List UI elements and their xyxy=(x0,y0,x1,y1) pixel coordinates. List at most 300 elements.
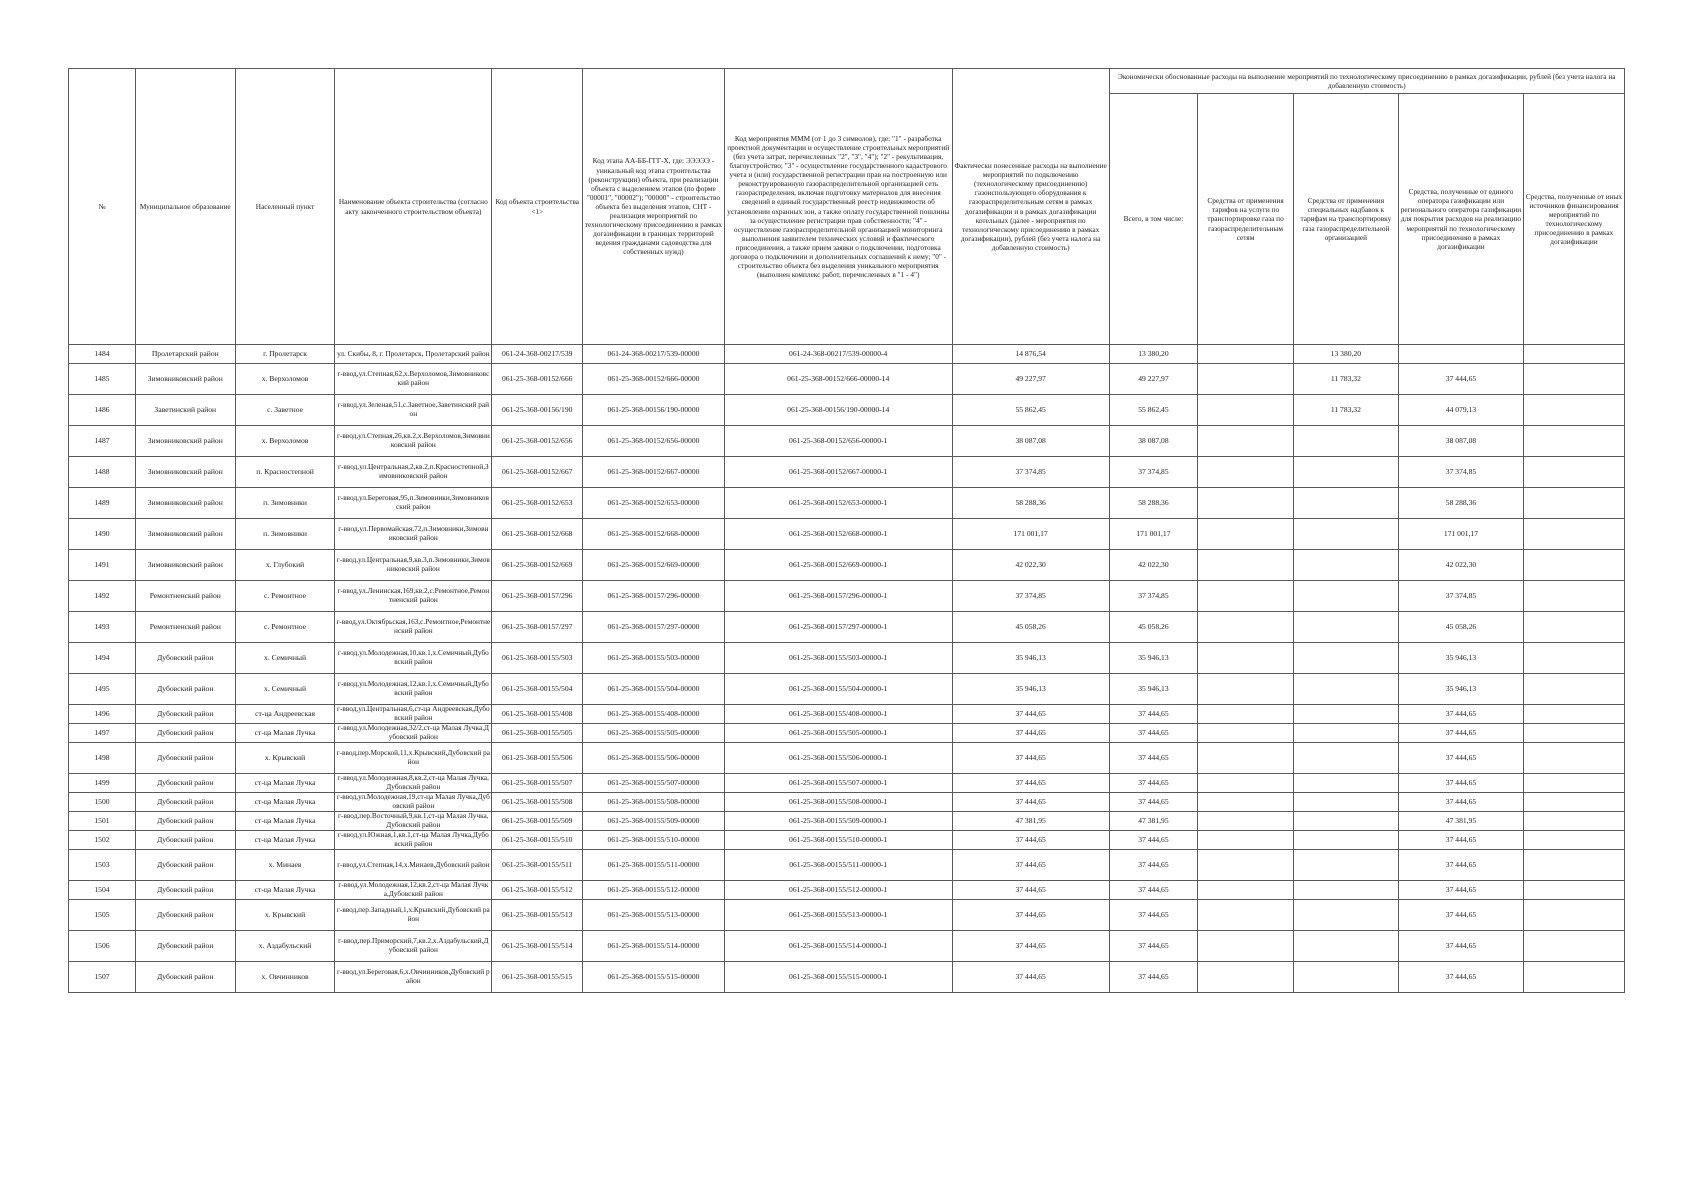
object-name-cell: г-ввод,ул.Молодежная,10,кв.1,х.Семичный,Дубовский район xyxy=(335,643,492,674)
stage-code-cell: 061-25-368-00152/667-00000 xyxy=(583,457,724,488)
settlement-cell: ст-ца Малая Лучка xyxy=(235,831,335,850)
stage-code-cell: 061-25-368-00155/507-00000 xyxy=(583,774,724,793)
settlement-cell: х. Семичный xyxy=(235,674,335,705)
event-code-cell: 061-25-368-00152/668-00000-1 xyxy=(724,519,952,550)
settlement-cell: г. Пролетарск xyxy=(235,345,335,364)
table-row xyxy=(69,793,1625,812)
actual-costs-cell: 171 001,17 xyxy=(952,519,1109,550)
stage-code-cell: 061-25-368-00155/503-00000 xyxy=(583,643,724,674)
object-code-cell: 061-25-368-00155/507 xyxy=(492,774,583,793)
municipality-cell: Заветинский район xyxy=(135,395,235,426)
total-cell: 42 022,30 xyxy=(1109,550,1198,581)
tariff-funds-cell xyxy=(1198,395,1293,426)
other-funds-cell xyxy=(1523,831,1624,850)
actual-costs-cell: 37 444,65 xyxy=(952,743,1109,774)
markup-funds-cell xyxy=(1293,743,1398,774)
markup-funds-cell xyxy=(1293,812,1398,831)
markup-funds-cell xyxy=(1293,774,1398,793)
table-row xyxy=(69,612,1625,643)
settlement-cell: п. Зимовники xyxy=(235,519,335,550)
tariff-funds-cell xyxy=(1198,831,1293,850)
table-row xyxy=(69,457,1625,488)
stage-code-cell: 061-25-368-00155/504-00000 xyxy=(583,674,724,705)
markup-funds-cell xyxy=(1293,831,1398,850)
municipality-cell: Зимовниковский район xyxy=(135,519,235,550)
row-number: 1496 xyxy=(69,705,136,724)
operator-funds-cell: 171 001,17 xyxy=(1398,519,1523,550)
operator-funds-cell: 37 444,65 xyxy=(1398,831,1523,850)
object-code-cell: 061-25-368-00155/514 xyxy=(492,931,583,962)
object-code-cell: 061-25-368-00155/512 xyxy=(492,881,583,900)
actual-costs-cell: 37 444,65 xyxy=(952,705,1109,724)
total-cell: 37 444,65 xyxy=(1109,793,1198,812)
stage-code-cell: 061-25-368-00155/508-00000 xyxy=(583,793,724,812)
object-code-cell: 061-25-368-00155/506 xyxy=(492,743,583,774)
municipality-cell: Дубовский район xyxy=(135,674,235,705)
object-name-cell: г-ввод,ул.Степная,26,кв.2,х.Верхоломов,Зимовниковский район xyxy=(335,426,492,457)
object-name-cell: г-ввод,ул.Береговая,6,х.Овчинников,Дубовский район xyxy=(335,962,492,993)
object-name-cell: г-ввод,ул.Молодежная,12,кв.1,х.Семичный,Дубовский район xyxy=(335,674,492,705)
table-row xyxy=(69,426,1625,457)
settlement-cell: ст-ца Малая Лучка xyxy=(235,881,335,900)
total-cell: 37 444,65 xyxy=(1109,705,1198,724)
total-cell: 55 862,45 xyxy=(1109,395,1198,426)
markup-funds-cell xyxy=(1293,550,1398,581)
header-markup-funds: Средства от применения специальных надбавок к тарифам на транспортировку газа газораспределительной организацией xyxy=(1293,94,1398,345)
tariff-funds-cell xyxy=(1198,705,1293,724)
total-cell: 37 374,85 xyxy=(1109,581,1198,612)
object-code-cell: 061-25-368-00152/668 xyxy=(492,519,583,550)
markup-funds-cell: 13 380,20 xyxy=(1293,345,1398,364)
total-cell: 47 381,95 xyxy=(1109,812,1198,831)
actual-costs-cell: 37 444,65 xyxy=(952,900,1109,931)
event-code-cell: 061-25-368-00152/667-00000-1 xyxy=(724,457,952,488)
municipality-cell: Зимовниковский район xyxy=(135,550,235,581)
other-funds-cell xyxy=(1523,364,1624,395)
total-cell: 37 374,85 xyxy=(1109,457,1198,488)
settlement-cell: с. Ремонтное xyxy=(235,612,335,643)
event-code-cell: 061-24-368-00217/539-00000-4 xyxy=(724,345,952,364)
event-code-cell: 061-25-368-00157/296-00000-1 xyxy=(724,581,952,612)
total-cell: 38 087,08 xyxy=(1109,426,1198,457)
event-code-cell: 061-25-368-00155/505-00000-1 xyxy=(724,724,952,743)
other-funds-cell xyxy=(1523,900,1624,931)
actual-costs-cell: 45 058,26 xyxy=(952,612,1109,643)
header-actual-costs: Фактически понесенные расходы на выполнение мероприятий по подключению (технологическому присоединению) газоиспользующего оборудования к газораспределительным сетям в рамках догазификации и в рамках догазификации котельных (далее - мероприятия по технологическому присоединению в рамках догазификации), рублей (без учета налога на добавленную стоимость) xyxy=(952,69,1109,345)
other-funds-cell xyxy=(1523,550,1624,581)
actual-costs-cell: 37 444,65 xyxy=(952,931,1109,962)
markup-funds-cell: 11 783,32 xyxy=(1293,395,1398,426)
stage-code-cell: 061-25-368-00152/656-00000 xyxy=(583,426,724,457)
total-cell: 35 946,13 xyxy=(1109,643,1198,674)
total-cell: 13 380,20 xyxy=(1109,345,1198,364)
operator-funds-cell: 37 444,65 xyxy=(1398,364,1523,395)
markup-funds-cell xyxy=(1293,931,1398,962)
stage-code-cell: 061-25-368-00152/669-00000 xyxy=(583,550,724,581)
total-cell: 37 444,65 xyxy=(1109,850,1198,881)
total-cell: 37 444,65 xyxy=(1109,962,1198,993)
settlement-cell: х. Аздабульский xyxy=(235,931,335,962)
stage-code-cell: 061-25-368-00155/514-00000 xyxy=(583,931,724,962)
tariff-funds-cell xyxy=(1198,426,1293,457)
other-funds-cell xyxy=(1523,612,1624,643)
row-number: 1494 xyxy=(69,643,136,674)
object-code-cell: 061-25-368-00157/296 xyxy=(492,581,583,612)
table-row xyxy=(69,962,1625,993)
row-number: 1499 xyxy=(69,774,136,793)
operator-funds-cell: 37 444,65 xyxy=(1398,900,1523,931)
object-code-cell: 061-25-368-00155/508 xyxy=(492,793,583,812)
municipality-cell: Дубовский район xyxy=(135,724,235,743)
tariff-funds-cell xyxy=(1198,581,1293,612)
object-name-cell: ул. Скибы, 8, г. Пролетарск, Пролетарский район xyxy=(335,345,492,364)
total-cell: 37 444,65 xyxy=(1109,774,1198,793)
municipality-cell: Дубовский район xyxy=(135,850,235,881)
event-code-cell: 061-25-368-00155/513-00000-1 xyxy=(724,900,952,931)
other-funds-cell xyxy=(1523,395,1624,426)
actual-costs-cell: 37 374,85 xyxy=(952,457,1109,488)
markup-funds-cell xyxy=(1293,850,1398,881)
event-code-cell: 061-25-368-00155/503-00000-1 xyxy=(724,643,952,674)
tariff-funds-cell xyxy=(1198,457,1293,488)
total-cell: 37 444,65 xyxy=(1109,831,1198,850)
tariff-funds-cell xyxy=(1198,724,1293,743)
stage-code-cell: 061-25-368-00155/515-00000 xyxy=(583,962,724,993)
header-object-name: Наименование объекта строительства (согласно акту законченного строительством объекта) xyxy=(335,69,492,345)
row-number: 1489 xyxy=(69,488,136,519)
settlement-cell: ст-ца Малая Лучка xyxy=(235,774,335,793)
settlement-cell: х. Семичный xyxy=(235,643,335,674)
municipality-cell: Дубовский район xyxy=(135,774,235,793)
event-code-cell: 061-25-368-00156/190-00000-14 xyxy=(724,395,952,426)
settlement-cell: с. Ремонтное xyxy=(235,581,335,612)
other-funds-cell xyxy=(1523,705,1624,724)
event-code-cell: 061-25-368-00155/512-00000-1 xyxy=(724,881,952,900)
markup-funds-cell xyxy=(1293,457,1398,488)
operator-funds-cell: 37 444,65 xyxy=(1398,850,1523,881)
operator-funds-cell: 35 946,13 xyxy=(1398,674,1523,705)
actual-costs-cell: 42 022,30 xyxy=(952,550,1109,581)
municipality-cell: Зимовниковский район xyxy=(135,488,235,519)
total-cell: 35 946,13 xyxy=(1109,674,1198,705)
stage-code-cell: 061-25-368-00155/513-00000 xyxy=(583,900,724,931)
municipality-cell: Дубовский район xyxy=(135,812,235,831)
stage-code-cell: 061-25-368-00155/509-00000 xyxy=(583,812,724,831)
row-number: 1493 xyxy=(69,612,136,643)
object-code-cell: 061-25-368-00155/503 xyxy=(492,643,583,674)
operator-funds-cell: 37 374,85 xyxy=(1398,581,1523,612)
tariff-funds-cell xyxy=(1198,674,1293,705)
stage-code-cell: 061-25-368-00152/666-00000 xyxy=(583,364,724,395)
actual-costs-cell: 58 288,36 xyxy=(952,488,1109,519)
row-number: 1487 xyxy=(69,426,136,457)
object-name-cell: г-ввод,ул.Центральная,6,ст-ца Андреевская,Дубовский район xyxy=(335,705,492,724)
table-row xyxy=(69,395,1625,426)
operator-funds-cell: 37 444,65 xyxy=(1398,881,1523,900)
row-number: 1490 xyxy=(69,519,136,550)
stage-code-cell: 061-25-368-00155/408-00000 xyxy=(583,705,724,724)
object-name-cell: г-ввод,пер.Приморский,7,кв.2,х.Аздабульский,Дубовский район xyxy=(335,931,492,962)
tariff-funds-cell xyxy=(1198,793,1293,812)
settlement-cell: х. Крывский xyxy=(235,743,335,774)
settlement-cell: п. Красностепной xyxy=(235,457,335,488)
event-code-cell: 061-25-368-00155/508-00000-1 xyxy=(724,793,952,812)
header-object-code: Код объекта строительства <1> xyxy=(492,69,583,345)
tariff-funds-cell xyxy=(1198,643,1293,674)
markup-funds-cell: 11 783,32 xyxy=(1293,364,1398,395)
row-number: 1495 xyxy=(69,674,136,705)
other-funds-cell xyxy=(1523,793,1624,812)
operator-funds-cell: 38 087,08 xyxy=(1398,426,1523,457)
total-cell: 37 444,65 xyxy=(1109,743,1198,774)
actual-costs-cell: 37 444,65 xyxy=(952,962,1109,993)
actual-costs-cell: 47 381,95 xyxy=(952,812,1109,831)
object-code-cell: 061-25-368-00155/505 xyxy=(492,724,583,743)
row-number: 1486 xyxy=(69,395,136,426)
total-cell: 37 444,65 xyxy=(1109,931,1198,962)
object-name-cell: г-ввод,ул.Центральная,2,кв.2,п.Красностепной,Зимовниковский район xyxy=(335,457,492,488)
other-funds-cell xyxy=(1523,962,1624,993)
object-name-cell: г-ввод,ул.Молодежная,32/2,ст-ца Малая Лучка,Дубовский район xyxy=(335,724,492,743)
markup-funds-cell xyxy=(1293,519,1398,550)
object-code-cell: 061-25-368-00156/190 xyxy=(492,395,583,426)
tariff-funds-cell xyxy=(1198,345,1293,364)
table-row xyxy=(69,743,1625,774)
total-cell: 45 058,26 xyxy=(1109,612,1198,643)
table-row xyxy=(69,643,1625,674)
municipality-cell: Дубовский район xyxy=(135,705,235,724)
other-funds-cell xyxy=(1523,643,1624,674)
stage-code-cell: 061-25-368-00155/505-00000 xyxy=(583,724,724,743)
object-name-cell: г-ввод,ул.Молодежная,12,кв.2,ст-ца Малая Лучка,Дубовский район xyxy=(335,881,492,900)
table-row xyxy=(69,812,1625,831)
other-funds-cell xyxy=(1523,581,1624,612)
markup-funds-cell xyxy=(1293,900,1398,931)
row-number: 1504 xyxy=(69,881,136,900)
municipality-cell: Дубовский район xyxy=(135,831,235,850)
event-code-cell: 061-25-368-00155/408-00000-1 xyxy=(724,705,952,724)
municipality-cell: Дубовский район xyxy=(135,881,235,900)
tariff-funds-cell xyxy=(1198,881,1293,900)
municipality-cell: Дубовский район xyxy=(135,900,235,931)
object-name-cell: г-ввод,ул.Степная,14,х.Минаев,Дубовский район xyxy=(335,850,492,881)
object-name-cell: г-ввод,ул.Ленинская,169,кв.2,с.Ремонтное,Ремонтненский район xyxy=(335,581,492,612)
table-row xyxy=(69,364,1625,395)
table-row xyxy=(69,850,1625,881)
header-event-code: Код мероприятия МММ (от 1 до 3 символов), где: "1" - разработка проектной документации и осуществление строительных мероприятий (без учета затрат, перечисленных "2", "3", "4"); "2" - рекультивация, благоустройство; "3" - осуществление государственного кадастрового учета и (или) государственной регистрации прав на построенную или реконструированную газораспределительной организацией сеть газораспределения, включая подготовку материалов для внесения сведений в единый государственный реестр недвижимости об установлении охранных зон, а также оплату государственной пошлины за осуществление регистрации прав собственности; "4" - осуществление газораспределительной организацией мониторинга выполнения заявителем технических условий и фактического присоединения, а также прием заявки о подключении, подготовка договора о подключении и дополнительных соглашений к нему; "0" - строительство объекта без выделения уникального мероприятия (выполнен комплекс работ, перечисленных в "1 - 4") xyxy=(724,69,952,345)
tariff-funds-cell xyxy=(1198,774,1293,793)
municipality-cell: Зимовниковский район xyxy=(135,364,235,395)
markup-funds-cell xyxy=(1293,488,1398,519)
settlement-cell: ст-ца Малая Лучка xyxy=(235,793,335,812)
object-code-cell: 061-25-368-00157/297 xyxy=(492,612,583,643)
settlement-cell: ст-ца Малая Лучка xyxy=(235,724,335,743)
other-funds-cell xyxy=(1523,488,1624,519)
row-number: 1500 xyxy=(69,793,136,812)
stage-code-cell: 061-24-368-00217/539-00000 xyxy=(583,345,724,364)
operator-funds-cell xyxy=(1398,345,1523,364)
event-code-cell: 061-25-368-00152/666-00000-14 xyxy=(724,364,952,395)
event-code-cell: 061-25-368-00155/514-00000-1 xyxy=(724,931,952,962)
markup-funds-cell xyxy=(1293,612,1398,643)
markup-funds-cell xyxy=(1293,881,1398,900)
municipality-cell: Зимовниковский район xyxy=(135,457,235,488)
object-name-cell: г-ввод,пер.Восточный,9,кв.1,ст-ца Малая Лучка,Дубовский район xyxy=(335,812,492,831)
tariff-funds-cell xyxy=(1198,550,1293,581)
markup-funds-cell xyxy=(1293,426,1398,457)
operator-funds-cell: 37 444,65 xyxy=(1398,705,1523,724)
row-number: 1503 xyxy=(69,850,136,881)
actual-costs-cell: 37 444,65 xyxy=(952,793,1109,812)
markup-funds-cell xyxy=(1293,793,1398,812)
operator-funds-cell: 37 444,65 xyxy=(1398,931,1523,962)
settlement-cell: с. Заветное xyxy=(235,395,335,426)
row-number: 1497 xyxy=(69,724,136,743)
table-row xyxy=(69,674,1625,705)
operator-funds-cell: 45 058,26 xyxy=(1398,612,1523,643)
actual-costs-cell: 49 227,97 xyxy=(952,364,1109,395)
municipality-cell: Дубовский район xyxy=(135,931,235,962)
operator-funds-cell: 37 444,65 xyxy=(1398,793,1523,812)
other-funds-cell xyxy=(1523,519,1624,550)
markup-funds-cell xyxy=(1293,643,1398,674)
header-stage-code: Код этапа АА-ББ-ГГГ-Х, где: ЭЭЭЭЭ - уникальный код этапа строительства (реконструкции) объекта, при реализации объекта с выделением этапов (по форме "00001", "00002"); "00000" - строительство объекта без выделения этапов, СНТ - реализация мероприятий по технологическому присоединению в рамках догазификации в границах территорий ведения гражданами садоводства для собственных нужд) xyxy=(583,69,724,345)
markup-funds-cell xyxy=(1293,674,1398,705)
actual-costs-cell: 55 862,45 xyxy=(952,395,1109,426)
other-funds-cell xyxy=(1523,774,1624,793)
tariff-funds-cell xyxy=(1198,519,1293,550)
event-code-cell: 061-25-368-00155/511-00000-1 xyxy=(724,850,952,881)
event-code-cell: 061-25-368-00155/515-00000-1 xyxy=(724,962,952,993)
operator-funds-cell: 42 022,30 xyxy=(1398,550,1523,581)
operator-funds-cell: 58 288,36 xyxy=(1398,488,1523,519)
actual-costs-cell: 37 444,65 xyxy=(952,724,1109,743)
actual-costs-cell: 37 444,65 xyxy=(952,774,1109,793)
event-code-cell: 061-25-368-00157/297-00000-1 xyxy=(724,612,952,643)
stage-code-cell: 061-25-368-00152/653-00000 xyxy=(583,488,724,519)
object-code-cell: 061-24-368-00217/539 xyxy=(492,345,583,364)
object-code-cell: 061-25-368-00155/408 xyxy=(492,705,583,724)
markup-funds-cell xyxy=(1293,724,1398,743)
header-total: Всего, в том числе: xyxy=(1109,94,1198,345)
operator-funds-cell: 37 374,85 xyxy=(1398,457,1523,488)
tariff-funds-cell xyxy=(1198,962,1293,993)
municipality-cell: Дубовский район xyxy=(135,793,235,812)
row-number: 1484 xyxy=(69,345,136,364)
tariff-funds-cell xyxy=(1198,488,1293,519)
row-number: 1506 xyxy=(69,931,136,962)
row-number: 1492 xyxy=(69,581,136,612)
object-code-cell: 061-25-368-00155/509 xyxy=(492,812,583,831)
actual-costs-cell: 14 876,54 xyxy=(952,345,1109,364)
actual-costs-cell: 37 444,65 xyxy=(952,831,1109,850)
object-name-cell: г-ввод,пер.Морской,11,х.Крывский,Дубовский район xyxy=(335,743,492,774)
row-number: 1505 xyxy=(69,900,136,931)
operator-funds-cell: 47 381,95 xyxy=(1398,812,1523,831)
tariff-funds-cell xyxy=(1198,900,1293,931)
event-code-cell: 061-25-368-00152/656-00000-1 xyxy=(724,426,952,457)
settlement-cell: х. Верхоломов xyxy=(235,364,335,395)
actual-costs-cell: 35 946,13 xyxy=(952,643,1109,674)
header-other-funds: Средства, полученные от иных источников финансирования мероприятий по технологическому присоединению в рамках догазификации xyxy=(1523,94,1624,345)
actual-costs-cell: 37 444,65 xyxy=(952,850,1109,881)
table-row xyxy=(69,931,1625,962)
other-funds-cell xyxy=(1523,812,1624,831)
total-cell: 37 444,65 xyxy=(1109,881,1198,900)
object-code-cell: 061-25-368-00155/511 xyxy=(492,850,583,881)
object-name-cell: г-ввод,ул.Первомайская,72,п.Зимовники,Зимовниковский район xyxy=(335,519,492,550)
object-code-cell: 061-25-368-00155/513 xyxy=(492,900,583,931)
object-name-cell: г-ввод,пер.Западный,1,х.Крывский,Дубовский район xyxy=(335,900,492,931)
object-code-cell: 061-25-368-00152/653 xyxy=(492,488,583,519)
settlement-cell: х. Верхоломов xyxy=(235,426,335,457)
markup-funds-cell xyxy=(1293,962,1398,993)
event-code-cell: 061-25-368-00155/504-00000-1 xyxy=(724,674,952,705)
table-row xyxy=(69,705,1625,724)
object-name-cell: г-ввод,ул.Зеленая,51,с.Заветное,Заветинский район xyxy=(335,395,492,426)
municipality-cell: Пролетарский район xyxy=(135,345,235,364)
settlement-cell: х. Овчинников xyxy=(235,962,335,993)
object-code-cell: 061-25-368-00152/666 xyxy=(492,364,583,395)
table-row xyxy=(69,581,1625,612)
table-row xyxy=(69,550,1625,581)
table-row xyxy=(69,519,1625,550)
object-code-cell: 061-25-368-00155/510 xyxy=(492,831,583,850)
operator-funds-cell: 35 946,13 xyxy=(1398,643,1523,674)
report-table xyxy=(68,68,1625,993)
table-header xyxy=(69,69,1625,345)
event-code-cell: 061-25-368-00155/509-00000-1 xyxy=(724,812,952,831)
row-number: 1485 xyxy=(69,364,136,395)
table-row xyxy=(69,831,1625,850)
object-name-cell: г-ввод,ул.Береговая,95,п.Зимовники,Зимовниковский район xyxy=(335,488,492,519)
total-cell: 49 227,97 xyxy=(1109,364,1198,395)
stage-code-cell: 061-25-368-00157/297-00000 xyxy=(583,612,724,643)
row-number: 1507 xyxy=(69,962,136,993)
actual-costs-cell: 37 374,85 xyxy=(952,581,1109,612)
event-code-cell: 061-25-368-00155/507-00000-1 xyxy=(724,774,952,793)
header-operator-funds: Средства, полученные от единого оператора газификации или регионального оператора газификации для покрытия расходов на реализацию мероприятий по технологическому присоединению в рамках догазификации xyxy=(1398,94,1523,345)
object-name-cell: г-ввод,ул.Молодежная,8,кв.2,ст-ца Малая Лучка,Дубовский район xyxy=(335,774,492,793)
other-funds-cell xyxy=(1523,724,1624,743)
markup-funds-cell xyxy=(1293,705,1398,724)
markup-funds-cell xyxy=(1293,581,1398,612)
header-settlement: Населенный пункт xyxy=(235,69,335,345)
stage-code-cell: 061-25-368-00152/668-00000 xyxy=(583,519,724,550)
settlement-cell: ст-ца Малая Лучка xyxy=(235,812,335,831)
municipality-cell: Дубовский район xyxy=(135,643,235,674)
total-cell: 58 288,36 xyxy=(1109,488,1198,519)
object-code-cell: 061-25-368-00155/515 xyxy=(492,962,583,993)
municipality-cell: Ремонтненский район xyxy=(135,581,235,612)
object-name-cell: г-ввод,ул.Октябрьская,163,с.Ремонтное,Ремонтненский район xyxy=(335,612,492,643)
other-funds-cell xyxy=(1523,931,1624,962)
object-code-cell: 061-25-368-00152/656 xyxy=(492,426,583,457)
object-code-cell: 061-25-368-00152/669 xyxy=(492,550,583,581)
stage-code-cell: 061-25-368-00155/512-00000 xyxy=(583,881,724,900)
settlement-cell: х. Минаев xyxy=(235,850,335,881)
stage-code-cell: 061-25-368-00155/506-00000 xyxy=(583,743,724,774)
tariff-funds-cell xyxy=(1198,850,1293,881)
header-tariff-funds: Средства от применения тарифов на услуги по транспортировке газа по газораспределительным сетям xyxy=(1198,94,1293,345)
table-body xyxy=(69,345,1625,993)
operator-funds-cell: 37 444,65 xyxy=(1398,724,1523,743)
row-number: 1488 xyxy=(69,457,136,488)
actual-costs-cell: 35 946,13 xyxy=(952,674,1109,705)
operator-funds-cell: 37 444,65 xyxy=(1398,962,1523,993)
object-name-cell: г-ввод,ул.Центральная,9,кв.3,п.Зимовники,Зимовниковский район xyxy=(335,550,492,581)
row-number: 1498 xyxy=(69,743,136,774)
